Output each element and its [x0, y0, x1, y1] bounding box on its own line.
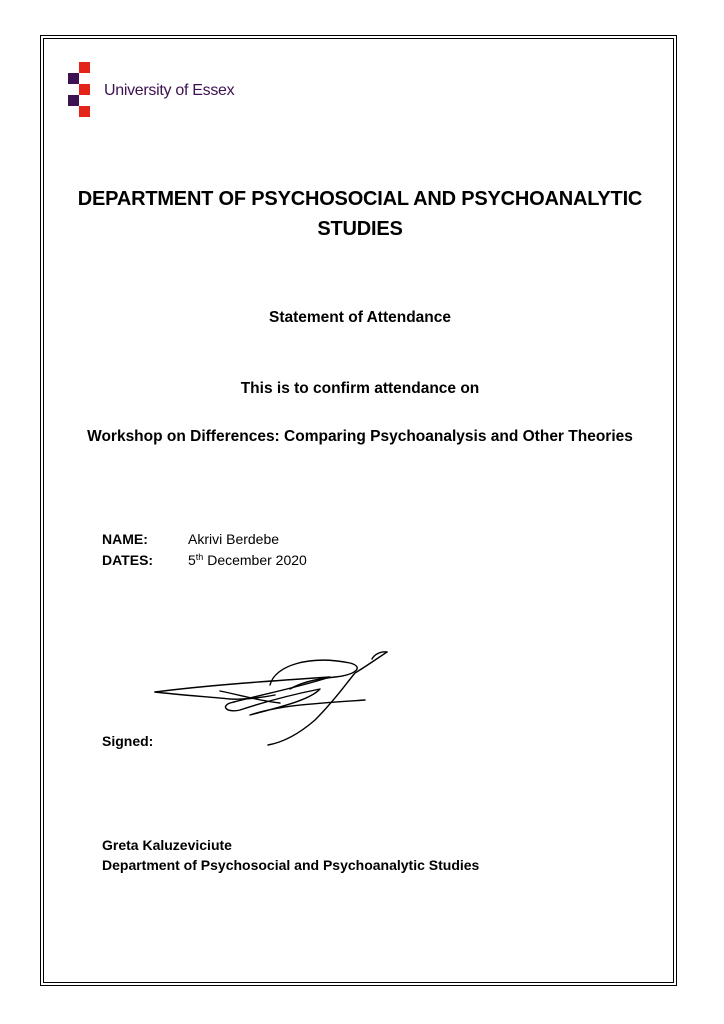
- logo-square-red-1: [79, 62, 90, 73]
- handwritten-signature: [150, 645, 400, 750]
- statement-heading: Statement of Attendance: [268, 309, 451, 326]
- logo-square-red-2: [79, 84, 90, 95]
- signed-label: Signed:: [102, 733, 154, 749]
- logo-square-purple-2: [68, 95, 79, 106]
- name-value: Akrivi Berdebe: [188, 531, 280, 547]
- name-label: NAME:: [102, 531, 148, 547]
- dates-label: DATES:: [102, 552, 154, 568]
- signer-department: Department of Psychosocial and Psychoanalytic Studies: [102, 857, 480, 873]
- logo-square-purple-1: [68, 73, 79, 84]
- university-logo: [68, 62, 268, 122]
- dates-ordinal-suffix: th: [195, 552, 204, 562]
- event-title: Workshop on Differences: Comparing Psychoanalysis and Other Theories: [87, 428, 633, 445]
- dates-day: 5: [188, 552, 196, 568]
- dates-month-year: December 2020: [203, 552, 307, 568]
- department-title: DEPARTMENT OF PSYCHOSOCIAL AND PSYCHOANALYTIC STUDIES: [77, 188, 643, 240]
- confirmation-text: This is to confirm attendance on: [240, 380, 480, 397]
- signer-name: Greta Kaluzeviciute: [102, 837, 232, 853]
- dates-value: [188, 552, 307, 568]
- logo-square-red-3: [79, 106, 90, 117]
- logo-wordmark: University of Essex: [104, 82, 235, 99]
